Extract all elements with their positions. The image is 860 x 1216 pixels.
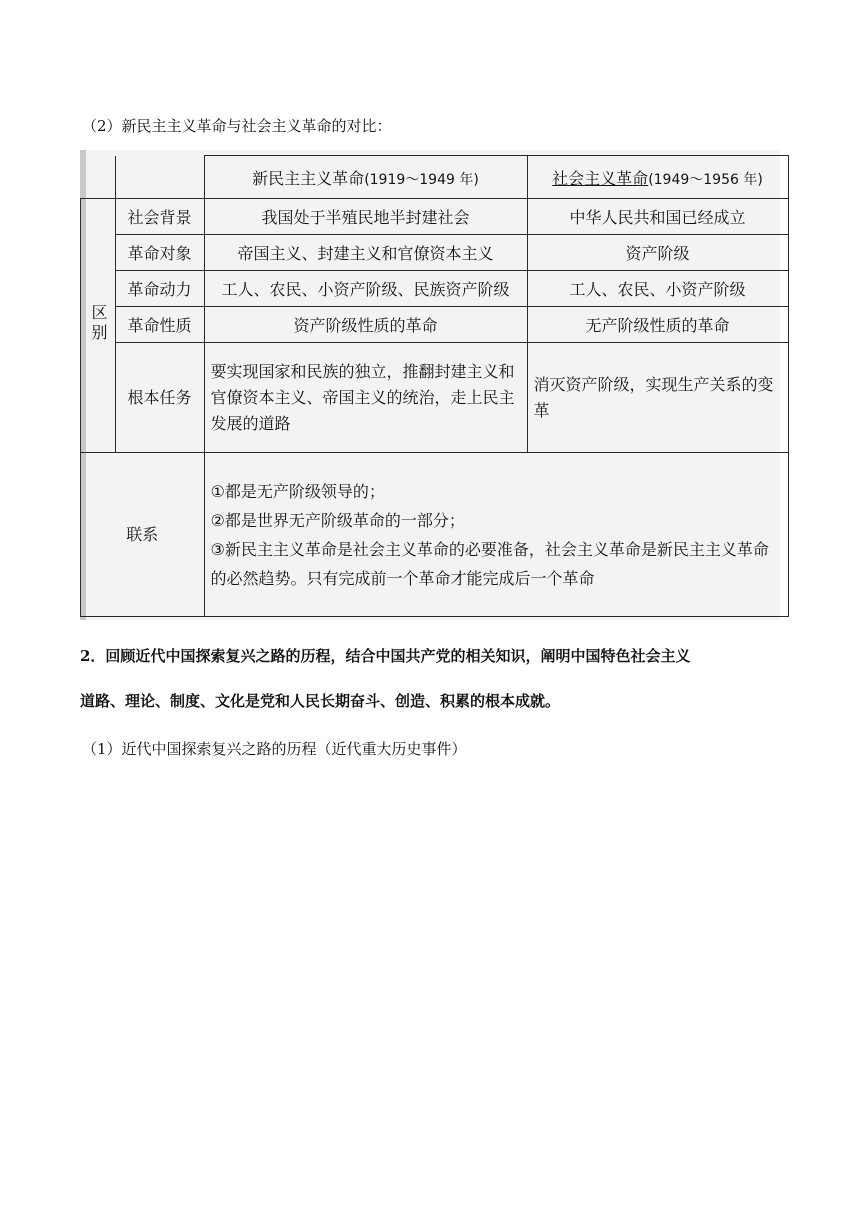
table-row	[81, 235, 789, 271]
table-row-link	[81, 453, 789, 617]
link-item: ①都是无产阶级领导的；	[210, 481, 385, 501]
cell-soc: 消灭资产阶级，实现生产关系的变革	[527, 343, 788, 453]
question-2-line2: 道路、理论、制度、文化是党和人民长期奋斗、创造、积累的根本成就。	[80, 692, 561, 710]
section-heading: （2）新民主主义革命与社会主义革命的对比：	[82, 117, 392, 135]
cell-new: 帝国主义、封建主义和官僚资本主义	[204, 235, 527, 271]
table-row	[81, 307, 789, 343]
table-row	[81, 199, 789, 235]
row-label: 革命对象	[115, 235, 204, 271]
table-row	[81, 343, 789, 453]
link-item: ③新民主主义革命是社会主义革命的必要准备，社会主义革命是新民主主义革命的必然趋势。只有完成前一个革命才能完成后一个革命	[210, 539, 769, 588]
link-content	[204, 453, 788, 617]
cell-soc: 中华人民共和国已经成立	[527, 199, 788, 235]
cell-soc: 资产阶级	[527, 235, 788, 271]
zone-difference: 区别	[81, 199, 116, 453]
row-label: 根本任务	[115, 343, 204, 453]
cell-new: 资产阶级性质的革命	[204, 307, 527, 343]
comparison-table	[80, 155, 789, 617]
column-header-socialist: 社会主义革命(1949～1956 年)	[527, 156, 788, 199]
column-header-new-democratic: 新民主主义革命(1919～1949 年)	[204, 156, 527, 199]
table-header-row	[81, 156, 789, 199]
cell-soc: 工人、农民、小资产阶级	[527, 271, 788, 307]
link-item: ②都是世界无产阶级革命的一部分；	[210, 510, 465, 530]
row-label: 社会背景	[115, 199, 204, 235]
question-2-line1: 2．回顾近代中国探索复兴之路的历程，结合中国共产党的相关知识，阐明中国特色社会主义	[80, 647, 691, 665]
row-label: 革命性质	[115, 307, 204, 343]
row-label: 革命动力	[115, 271, 204, 307]
cell-new: 工人、农民、小资产阶级、民族资产阶级	[204, 271, 527, 307]
cell-new: 要实现国家和民族的独立，推翻封建主义和官僚资本主义、帝国主义的统治，走上民主发展的道路	[204, 343, 527, 453]
cell-new: 我国处于半殖民地半封建社会	[204, 199, 527, 235]
link-label: 联系	[81, 453, 205, 617]
subheading-1: （1）近代中国探索复兴之路的历程（近代重大历史事件）	[82, 740, 467, 758]
cell-soc: 无产阶级性质的革命	[527, 307, 788, 343]
table-row	[81, 271, 789, 307]
